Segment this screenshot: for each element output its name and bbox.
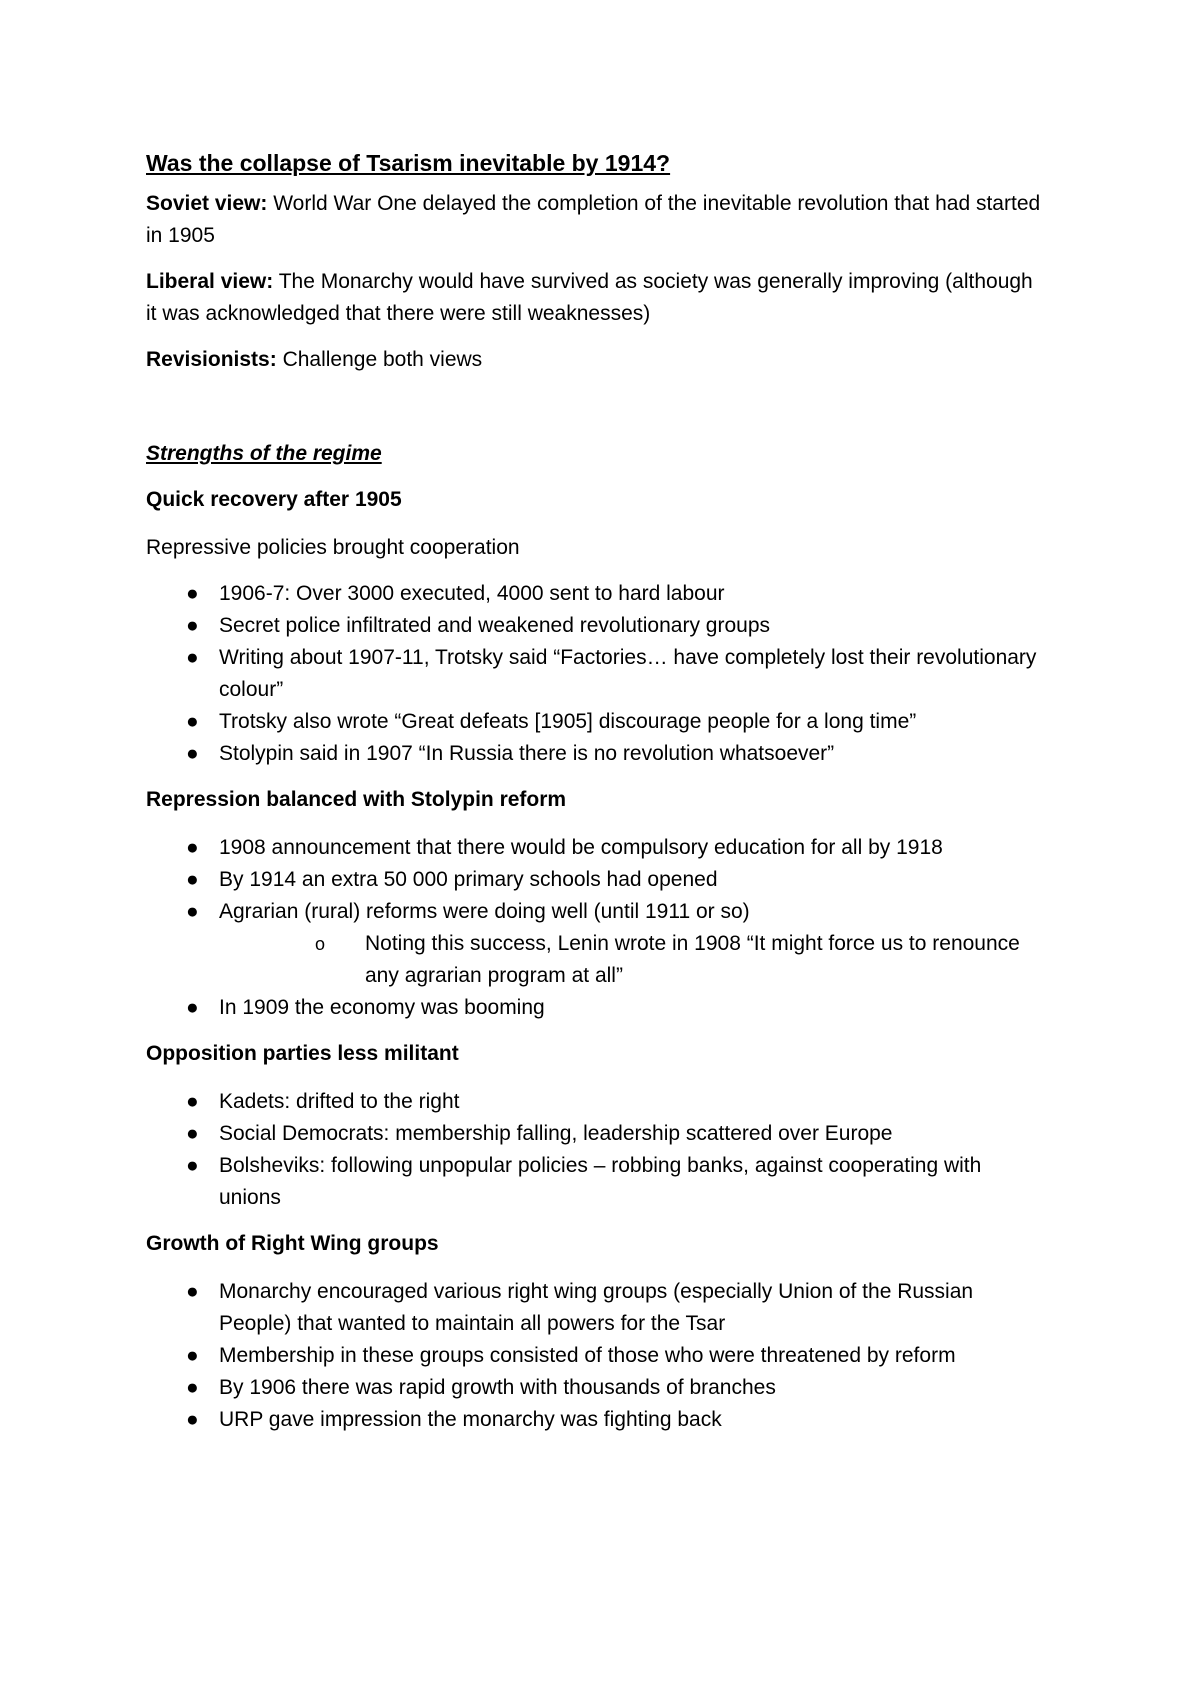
list-item: ● Stolypin said in 1907 “In Russia there is no revolution whatsoever”: [146, 738, 1046, 770]
bullet-icon: ●: [186, 900, 199, 923]
bullet-icon: ●: [186, 1376, 199, 1399]
bullet-list: [146, 1086, 1046, 1214]
list-item: ● Membership in these groups consisted of those who were threatened by reform: [146, 1340, 1046, 1372]
view-label: Soviet view:: [146, 192, 268, 215]
bullet-icon: ●: [186, 1344, 199, 1367]
list-item: ● In 1909 the economy was booming: [146, 992, 1046, 1024]
circle-bullet-icon: o: [315, 934, 326, 954]
bullet-icon: ●: [186, 742, 199, 765]
list-item: ● Kadets: drifted to the right: [146, 1086, 1046, 1118]
section-heading: Repression balanced with Stolypin reform: [146, 788, 567, 811]
bullet-icon: ●: [186, 1408, 199, 1431]
list-item: ● Trotsky also wrote “Great defeats [1905] discourage people for a long time”: [146, 706, 1046, 738]
bullet-icon: ●: [186, 614, 199, 637]
bullet-list: [146, 1276, 1046, 1436]
document-body: [146, 146, 1046, 1450]
bullet-icon: ●: [186, 1154, 199, 1177]
section-heading: Growth of Right Wing groups: [146, 1232, 439, 1255]
sub-list-item: o Noting this success, Lenin wrote in 1908 “It might force us to renounce any agrarian program at all”: [219, 928, 1046, 992]
view-text: The Monarchy would have survived as society was generally improving (although it was acknowledged that there were still weaknesses): [146, 270, 1033, 325]
liberal-view-paragraph: [146, 266, 1046, 330]
section-intro: Repressive policies brought cooperation: [146, 536, 520, 559]
view-text: World War One delayed the completion of the inevitable revolution that had started in 1905: [146, 192, 1041, 247]
list-item: ● By 1914 an extra 50 000 primary schools had opened: [146, 864, 1046, 896]
section-heading: Quick recovery after 1905: [146, 488, 402, 511]
bullet-list: [146, 832, 1046, 1024]
bullet-icon: ●: [186, 582, 199, 605]
list-item: ● Bolsheviks: following unpopular policies – robbing banks, against cooperating with unions: [146, 1150, 1046, 1214]
list-item: ● Writing about 1907-11, Trotsky said “Factories… have completely lost their revolutionary colour”: [146, 642, 1046, 706]
list-item: ● Monarchy encouraged various right wing groups (especially Union of the Russian People) that wanted to maintain all powers for the Tsar: [146, 1276, 1046, 1340]
bullet-icon: ●: [186, 710, 199, 733]
bullet-icon: ●: [186, 646, 199, 669]
page-title: Was the collapse of Tsarism inevitable by 1914?: [146, 150, 671, 176]
list-item: ● Social Democrats: membership falling, leadership scattered over Europe: [146, 1118, 1046, 1150]
bullet-icon: ●: [186, 1090, 199, 1113]
list-item: ● 1906-7: Over 3000 executed, 4000 sent to hard labour: [146, 578, 1046, 610]
list-item: ● Secret police infiltrated and weakened revolutionary groups: [146, 610, 1046, 642]
bullet-icon: ●: [186, 996, 199, 1019]
bullet-icon: ●: [186, 868, 199, 891]
section-heading: Opposition parties less militant: [146, 1042, 459, 1065]
revisionists-paragraph: [146, 344, 1046, 376]
section-title: Strengths of the regime: [146, 442, 382, 465]
view-label: Liberal view:: [146, 270, 274, 293]
bullet-icon: ●: [186, 836, 199, 859]
view-label: Revisionists:: [146, 348, 277, 371]
list-item: ● 1908 announcement that there would be compulsory education for all by 1918: [146, 832, 1046, 864]
list-item: ● URP gave impression the monarchy was fighting back: [146, 1404, 1046, 1436]
list-item: ● Agrarian (rural) reforms were doing well (until 1911 or so) o Noting this success, Lenin wrote in 1908 “It might force us to renounce any agrarian program at all”: [146, 896, 1046, 992]
sub-bullet-list: [219, 928, 1046, 992]
view-text: Challenge both views: [282, 348, 483, 371]
bullet-list: [146, 578, 1046, 770]
bullet-icon: ●: [186, 1280, 199, 1303]
list-item: ● By 1906 there was rapid growth with thousands of branches: [146, 1372, 1046, 1404]
bullet-icon: ●: [186, 1122, 199, 1145]
soviet-view-paragraph: [146, 188, 1046, 252]
